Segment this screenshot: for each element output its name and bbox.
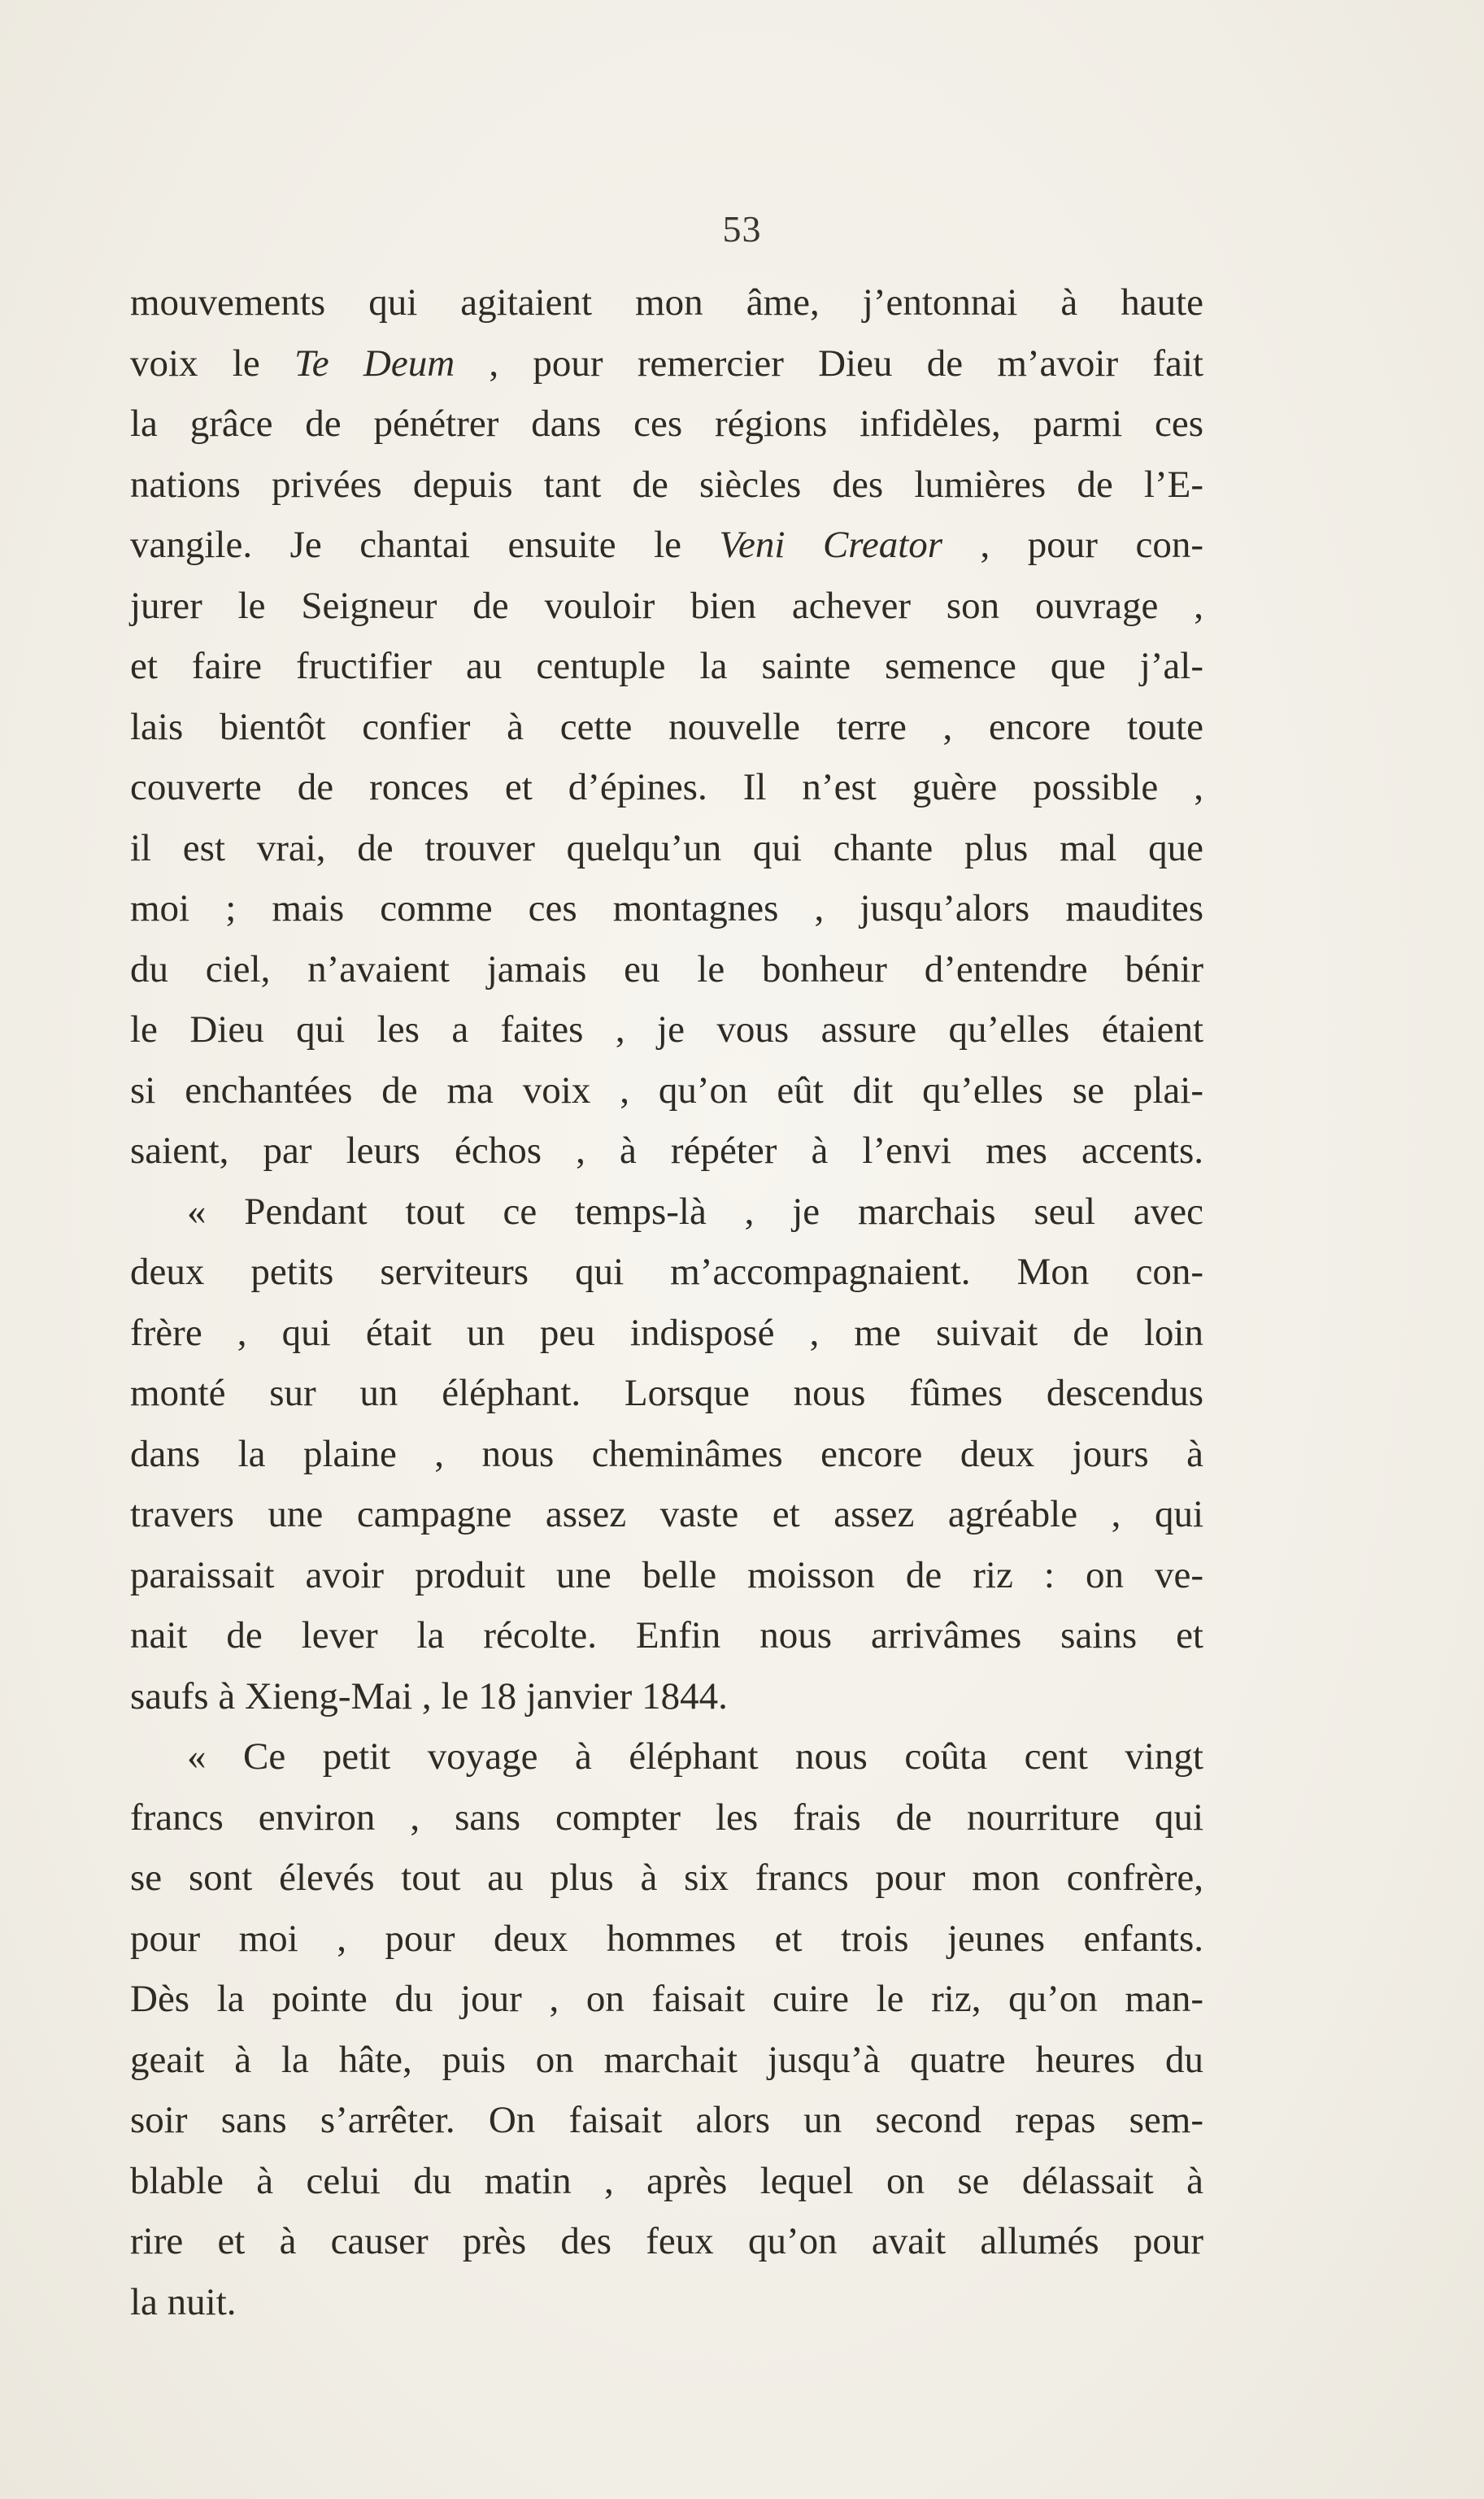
text-line: jurer le Seigneur de vouloir bien achever son ouvrage , [130, 584, 1203, 627]
text-line: deux petits serviteurs qui m’accompagnaient. Mon con- [130, 1251, 1203, 1293]
text-line: nations privées depuis tant de siècles des lumières de l’E- [130, 463, 1203, 506]
text-line: mouvements qui agitaient mon âme, j’entonnai à haute [130, 281, 1203, 324]
text-run: , pour remercier Dieu de m’avoir fait [455, 342, 1203, 385]
text-run: voix le [130, 342, 294, 385]
text-line: se sont élevés tout au plus à six francs pour mon confrère, [130, 1857, 1203, 1899]
paragraph [130, 1726, 1203, 2332]
italic-title: Veni Creator [719, 524, 943, 566]
text-line: blable à celui du matin , après lequel on se délassait à [130, 2159, 1203, 2202]
text-line: francs environ , sans compter les frais de nourriture qui [130, 1796, 1203, 1839]
text-line: frère , qui était un peu indisposé , me suivait de loin [130, 1311, 1203, 1354]
text-line: il est vrai, de trouver quelqu’un qui chante plus mal que [130, 826, 1203, 869]
text-line: monté sur un éléphant. Lorsque nous fûmes descendus [130, 1372, 1203, 1414]
text-line: « Pendant tout ce temps-là , je marchais seul avec [187, 1190, 1203, 1233]
text-run: vangile. Je chantai ensuite le [130, 524, 720, 566]
body-text [130, 272, 1203, 2332]
text-line: « Ce petit voyage à éléphant nous coûta cent vingt [187, 1735, 1203, 1778]
text-line: nait de lever la récolte. Enfin nous arrivâmes sains et [130, 1614, 1203, 1657]
text-line: saufs à Xieng-Mai , le 18 janvier 1844. [130, 1674, 728, 1718]
text-line: couverte de ronces et d’épines. Il n’est guère possible , [130, 766, 1203, 808]
italic-title: Te Deum [294, 342, 455, 385]
text-line: paraissait avoir produit une belle moisson de riz : on ve- [130, 1553, 1203, 1596]
text-line: la nuit. [130, 2280, 237, 2323]
page-number: 53 [722, 208, 762, 250]
text-line: si enchantées de ma voix , qu’on eût dit qu’elles se plai- [130, 1069, 1203, 1112]
text-run: , pour con- [942, 524, 1203, 566]
text-line: saient, par leurs échos , à répéter à l’envi mes accents. [130, 1130, 1203, 1172]
text-line: et faire fructifier au centuple la sainte semence que j’al- [130, 645, 1203, 687]
text-line: du ciel, n’avaient jamais eu le bonheur d’entendre bénir [130, 947, 1203, 990]
text-line: pour moi , pour deux hommes et trois jeunes enfants. [130, 1917, 1203, 1960]
text-line [130, 515, 1203, 576]
text-line: Dès la pointe du jour , on faisait cuire le riz, qu’on man- [130, 1978, 1203, 2020]
paragraph [130, 1182, 1203, 1727]
paragraph [130, 272, 1203, 1182]
text-line: lais bientôt confier à cette nouvelle terre , encore toute [130, 705, 1203, 748]
text-line: dans la plaine , nous cheminâmes encore deux jours à [130, 1432, 1203, 1475]
text-line: travers une campagne assez vaste et assez agréable , qui [130, 1493, 1203, 1535]
text-line: le Dieu qui les a faites , je vous assure qu’elles étaient [130, 1008, 1203, 1051]
text-line [130, 333, 1203, 394]
text-line: rire et à causer près des feux qu’on avait allumés pour [130, 2220, 1203, 2262]
text-line: la grâce de pénétrer dans ces régions infidèles, parmi ces [130, 403, 1203, 445]
text-line: geait à la hâte, puis on marchait jusqu’à quatre heures du [130, 2038, 1203, 2081]
text-line: moi ; mais comme ces montagnes , jusqu’alors maudites [130, 887, 1203, 930]
text-line: soir sans s’arrêter. On faisait alors un second repas sem- [130, 2099, 1203, 2141]
